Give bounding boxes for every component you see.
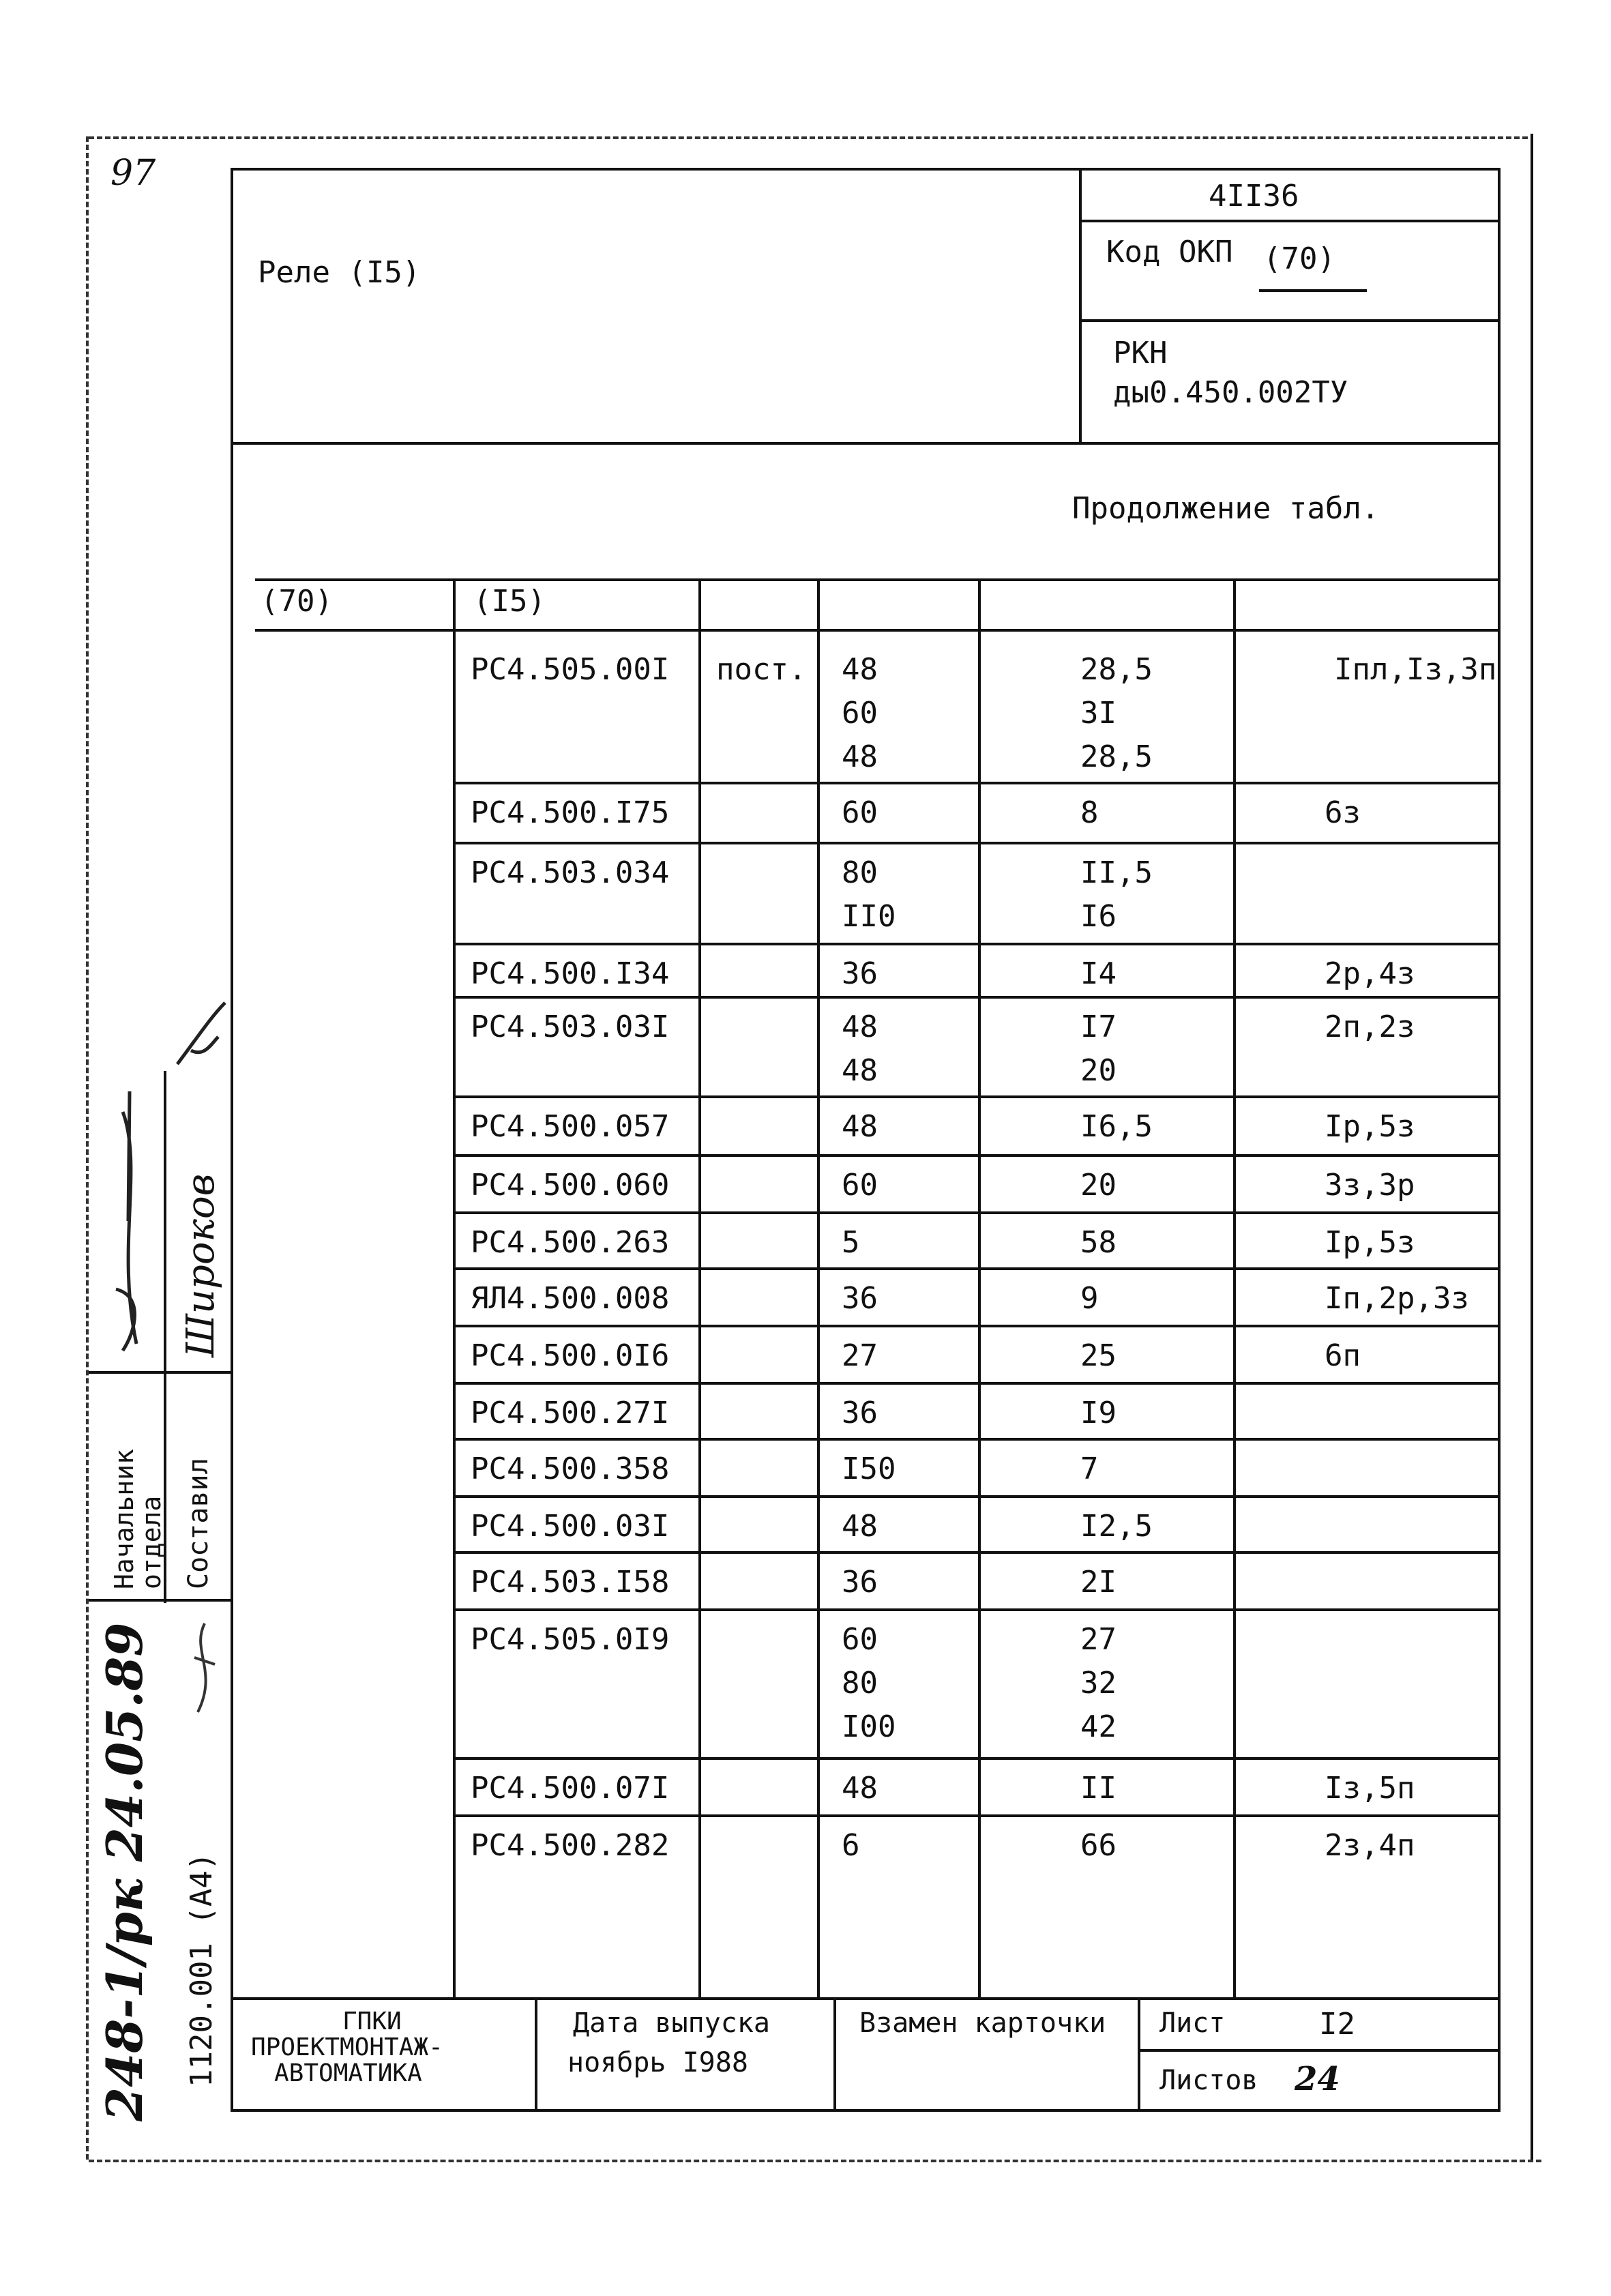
contact-config: 2п,2з <box>1325 1010 1415 1044</box>
resistance-value: I6,5 <box>1080 1109 1153 1144</box>
resistance-value: 7 <box>1080 1452 1099 1486</box>
row-divider <box>453 842 1498 844</box>
contact-config: 6п <box>1325 1338 1361 1373</box>
row-divider <box>453 943 1498 945</box>
row-divider <box>453 1814 1498 1817</box>
okp-label: Код ОКП <box>1106 235 1233 269</box>
relay-name: РС4.500.358 <box>471 1452 670 1486</box>
table-header-line <box>255 629 1498 632</box>
card-number: 4II36 <box>1209 179 1299 214</box>
org-line-2: ПРОЕКТМОНТАЖ- <box>251 2033 443 2061</box>
voltage-value: 60 <box>842 1168 878 1203</box>
relay-name: РС4.500.I75 <box>471 795 670 830</box>
voltage-value: 48 <box>842 739 878 774</box>
composed-label: Составил <box>183 1458 214 1589</box>
form-code: 1120.001 (А4) <box>184 1852 219 2087</box>
release-value: ноябрь I988 <box>567 2047 748 2078</box>
relay-name: РС4.500.057 <box>471 1109 670 1144</box>
voltage-value: I00 <box>842 1709 896 1744</box>
voltage-value: 27 <box>842 1338 878 1373</box>
signature-stamp-icon <box>184 1617 225 1719</box>
strip-line-2 <box>89 1599 231 1602</box>
frame-bottom <box>89 2160 1541 2162</box>
row-divider <box>453 1551 1498 1554</box>
relay-name: РС4.500.060 <box>471 1168 670 1203</box>
release-label: Дата выпуска <box>573 2007 770 2039</box>
resistance-value: 28,5 <box>1080 739 1153 774</box>
relay-name: РС4.500.27I <box>471 1396 670 1430</box>
signature-composer-icon <box>171 996 232 1071</box>
row-divider <box>453 1757 1498 1760</box>
org-line-3: АВТОМАТИКА <box>274 2059 422 2087</box>
resistance-value: 8 <box>1080 795 1099 830</box>
contact-config: Iз,5п <box>1325 1771 1415 1806</box>
resistance-value: 58 <box>1080 1225 1117 1260</box>
contact-config: Iпл,Iз,3п <box>1334 652 1497 687</box>
resistance-value: 9 <box>1080 1281 1099 1316</box>
footer-top-line <box>231 1997 1501 2000</box>
table-top-line <box>255 578 1498 581</box>
footer-div-2 <box>833 1997 836 2110</box>
okp-underline <box>1259 289 1367 292</box>
resistance-value: 20 <box>1080 1053 1117 1088</box>
voltage-value: 48 <box>842 1771 878 1806</box>
sheet-label: Лист <box>1159 2007 1226 2039</box>
relay-name: РС4.503.03I <box>471 1010 670 1044</box>
voltage-value: 80 <box>842 1666 878 1701</box>
frame-top <box>89 136 1528 139</box>
relay-name: РС4.500.0I6 <box>471 1338 670 1373</box>
voltage-value: 48 <box>842 652 878 687</box>
resistance-value: 20 <box>1080 1168 1117 1203</box>
footer-div-1 <box>535 1997 537 2110</box>
resistance-value: 3I <box>1080 696 1117 731</box>
current-type: пост. <box>716 652 807 687</box>
header-line-2 <box>1079 319 1498 322</box>
header-line-1 <box>1079 220 1498 222</box>
col-line-5 <box>1233 578 1236 1999</box>
relay-name: РС4.500.07I <box>471 1771 670 1806</box>
rkn-value: ды0.450.002ТУ <box>1113 375 1348 410</box>
resistance-value: I6 <box>1080 899 1117 934</box>
voltage-value: 36 <box>842 1565 878 1600</box>
voltage-value: 5 <box>842 1225 860 1260</box>
okp-value: (70) <box>1263 241 1335 276</box>
col-line-1 <box>453 578 456 1999</box>
row-divider <box>453 1438 1498 1441</box>
voltage-value: 48 <box>842 1053 878 1088</box>
row-divider <box>453 1382 1498 1385</box>
row-divider <box>453 1154 1498 1157</box>
row-divider <box>453 1608 1498 1611</box>
voltage-value: 60 <box>842 696 878 731</box>
resistance-value: I9 <box>1080 1396 1117 1430</box>
contact-config: 2з,4п <box>1325 1828 1415 1863</box>
resistance-value: II <box>1080 1771 1117 1806</box>
voltage-value: 48 <box>842 1509 878 1544</box>
relay-name: ЯЛ4.500.008 <box>471 1281 670 1316</box>
footer-div-3 <box>1138 1997 1140 2110</box>
voltage-value: 36 <box>842 1396 878 1430</box>
signature-head-icon <box>95 1085 164 1364</box>
resistance-value: II,5 <box>1080 855 1153 890</box>
contact-config: Iр,5з <box>1325 1225 1415 1260</box>
voltage-value: 48 <box>842 1109 878 1144</box>
contact-config: 6з <box>1325 795 1361 830</box>
resistance-value: 28,5 <box>1080 652 1153 687</box>
sheets-value: 24 <box>1295 2060 1340 2098</box>
col-line-3 <box>817 578 820 1999</box>
header-divider <box>1079 168 1082 443</box>
voltage-value: 60 <box>842 795 878 830</box>
relay-name: РС4.500.03I <box>471 1509 670 1544</box>
resistance-value: 27 <box>1080 1622 1117 1657</box>
relay-name: РС4.505.0I9 <box>471 1622 670 1657</box>
contact-config: Iп,2р,3з <box>1325 1281 1469 1316</box>
box-left <box>231 168 233 2112</box>
relay-name: РС4.500.282 <box>471 1828 670 1863</box>
row-divider <box>453 1495 1498 1498</box>
strip-line-1 <box>89 1371 231 1374</box>
row-divider <box>453 1095 1498 1098</box>
composed-sign: Широков <box>179 1173 223 1357</box>
org-line-1: ГПКИ <box>342 2007 402 2035</box>
voltage-value: 6 <box>842 1828 860 1863</box>
voltage-value: 36 <box>842 1281 878 1316</box>
replace-label: Взамен карточки <box>859 2007 1106 2039</box>
frame-right <box>1531 134 1533 2160</box>
row-divider <box>453 1211 1498 1214</box>
continuation-label: Продолжение табл. <box>1072 491 1380 526</box>
sheets-label: Листов <box>1159 2065 1258 2096</box>
contact-config: 3з,3р <box>1325 1168 1415 1203</box>
box-bottom <box>231 2109 1501 2112</box>
voltage-value: II0 <box>842 899 896 934</box>
row-divider <box>453 1325 1498 1327</box>
header-bottom <box>231 442 1501 445</box>
voltage-value: 48 <box>842 1010 878 1044</box>
sheet-value: I2 <box>1319 2007 1355 2042</box>
page-number: 97 <box>110 153 156 194</box>
resistance-value: I2,5 <box>1080 1509 1153 1544</box>
row-divider <box>453 782 1498 784</box>
voltage-value: 80 <box>842 855 878 890</box>
col-line-2 <box>698 578 701 1999</box>
head-label: Начальник отдела <box>109 1449 166 1589</box>
voltage-value: 36 <box>842 956 878 991</box>
relay-name: РС4.505.00I <box>471 652 670 687</box>
voltage-value: I50 <box>842 1452 896 1486</box>
relay-name: РС4.500.I34 <box>471 956 670 991</box>
rkn-label: РКН <box>1113 336 1168 370</box>
relay-name: РС4.503.034 <box>471 855 670 890</box>
box-right <box>1498 168 1501 2112</box>
resistance-value: 42 <box>1080 1709 1117 1744</box>
contact-config: Iр,5з <box>1325 1109 1415 1144</box>
resistance-value: 2I <box>1080 1565 1117 1600</box>
col-line-4 <box>978 578 981 1999</box>
relay-name: РС4.500.263 <box>471 1225 670 1260</box>
voltage-value: 60 <box>842 1622 878 1657</box>
header-title: Реле (I5) <box>258 255 421 290</box>
box-top <box>231 168 1501 171</box>
resistance-value: 66 <box>1080 1828 1117 1863</box>
resistance-value: I7 <box>1080 1010 1117 1044</box>
resistance-value: 32 <box>1080 1666 1117 1701</box>
contact-config: 2р,4з <box>1325 956 1415 991</box>
handwritten-number: 248-1/рк 24.05.89 <box>95 1622 153 2121</box>
relay-name: РС4.503.I58 <box>471 1565 670 1600</box>
col-header-15: (I5) <box>473 584 546 619</box>
row-divider <box>453 996 1498 999</box>
resistance-value: 25 <box>1080 1338 1117 1373</box>
resistance-value: I4 <box>1080 956 1117 991</box>
footer-sheet-line <box>1138 2049 1501 2052</box>
row-divider <box>453 1267 1498 1270</box>
col-header-70: (70) <box>261 584 333 619</box>
frame-left <box>86 136 89 2160</box>
